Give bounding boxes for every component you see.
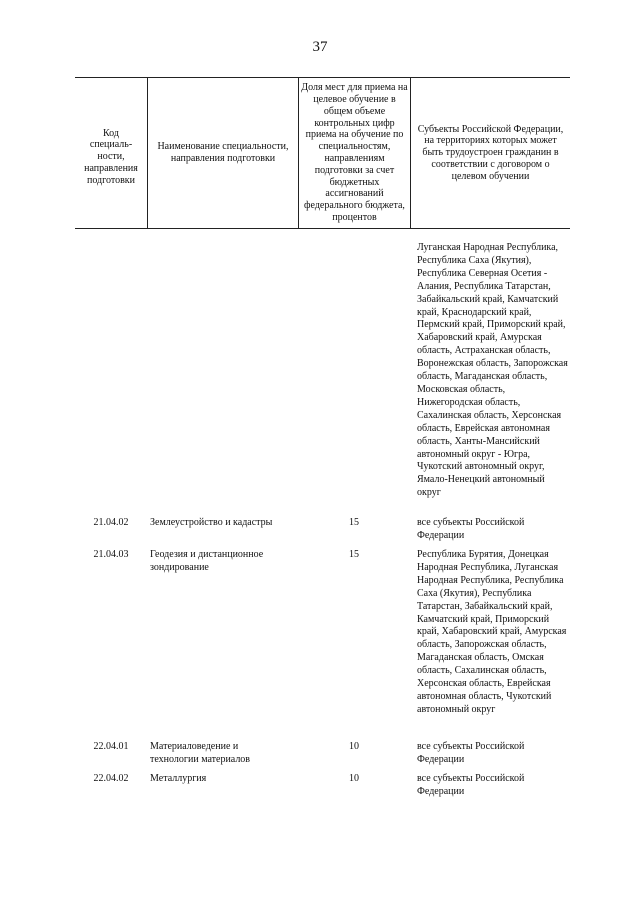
- header-subjects: Субъекты Российской Федерации, на территориях которых может быть трудоустроен гражданин в соответствии с договором о целевом обучении: [417, 123, 564, 182]
- row-subjects: Луганская Народная Республика, Республика Саха (Якутия), Республика Северная Осетия - Алания, Республика Татарстан, Забайкальский край, Камчатский край, Краснодарский край, Пермский край, Приморский край, Хабаровский край, Амурская область, Астраханская область, Воронежская область, Запорожская область, Магаданская область, Московская область, Нижегородская область, Сахалинская область, Херсонская область, Еврейская автономная область, Ханты-Мансийский автономный округ - Югра, Чукотский автономный округ, Ямало-Ненецкий автономный округ: [417, 242, 568, 499]
- row-share: 10: [349, 773, 359, 784]
- row-name: Материаловедение и технологии материалов: [150, 741, 251, 765]
- row-share: 15: [349, 517, 359, 528]
- row-subjects: Республика Бурятия, Донецкая Народная Республика, Луганская Народная Республика, Республика Саха (Якутия), Республика Татарстан, Забайкальский край, Камчатский край, Приморский край, Хабаровский край, Амурская область, Запорожская область, Магаданская область, Омская область, Сахалинская область, Херсонская область, Еврейская автономная область, Чукотский автономный округ: [417, 549, 567, 715]
- row-share: 10: [349, 741, 359, 752]
- header-name: Наименование специальности, направления подготовки: [157, 141, 289, 164]
- row-name: Землеустройство и кадастры: [150, 517, 273, 528]
- row-subjects: все субъекты Российской Федерации: [417, 517, 525, 541]
- row-name: Металлургия: [150, 773, 207, 784]
- row-share: 15: [349, 549, 359, 560]
- row-code: 22.04.02: [93, 773, 129, 784]
- header-share: Доля мест для приема на целевое обучение в общем объеме контрольных цифр приема на обучение по специальностям, направлениям подготовки за счет бюджетных ассигнований федерального бюджета, процентов: [301, 82, 408, 223]
- row-code: 21.04.03: [93, 549, 129, 560]
- header-bottom-rule: [75, 228, 570, 229]
- row-subjects: все субъекты Российской Федерации: [417, 741, 525, 765]
- row-subjects: все субъекты Российской Федерации: [417, 773, 525, 797]
- row-name: Геодезия и дистанционное зондирование: [150, 549, 264, 573]
- row-code: 21.04.02: [93, 517, 129, 528]
- header-code: Код специаль-ности, направления подготовки: [84, 127, 138, 186]
- row-code: 22.04.01: [93, 741, 129, 752]
- page-number: 37: [312, 39, 328, 55]
